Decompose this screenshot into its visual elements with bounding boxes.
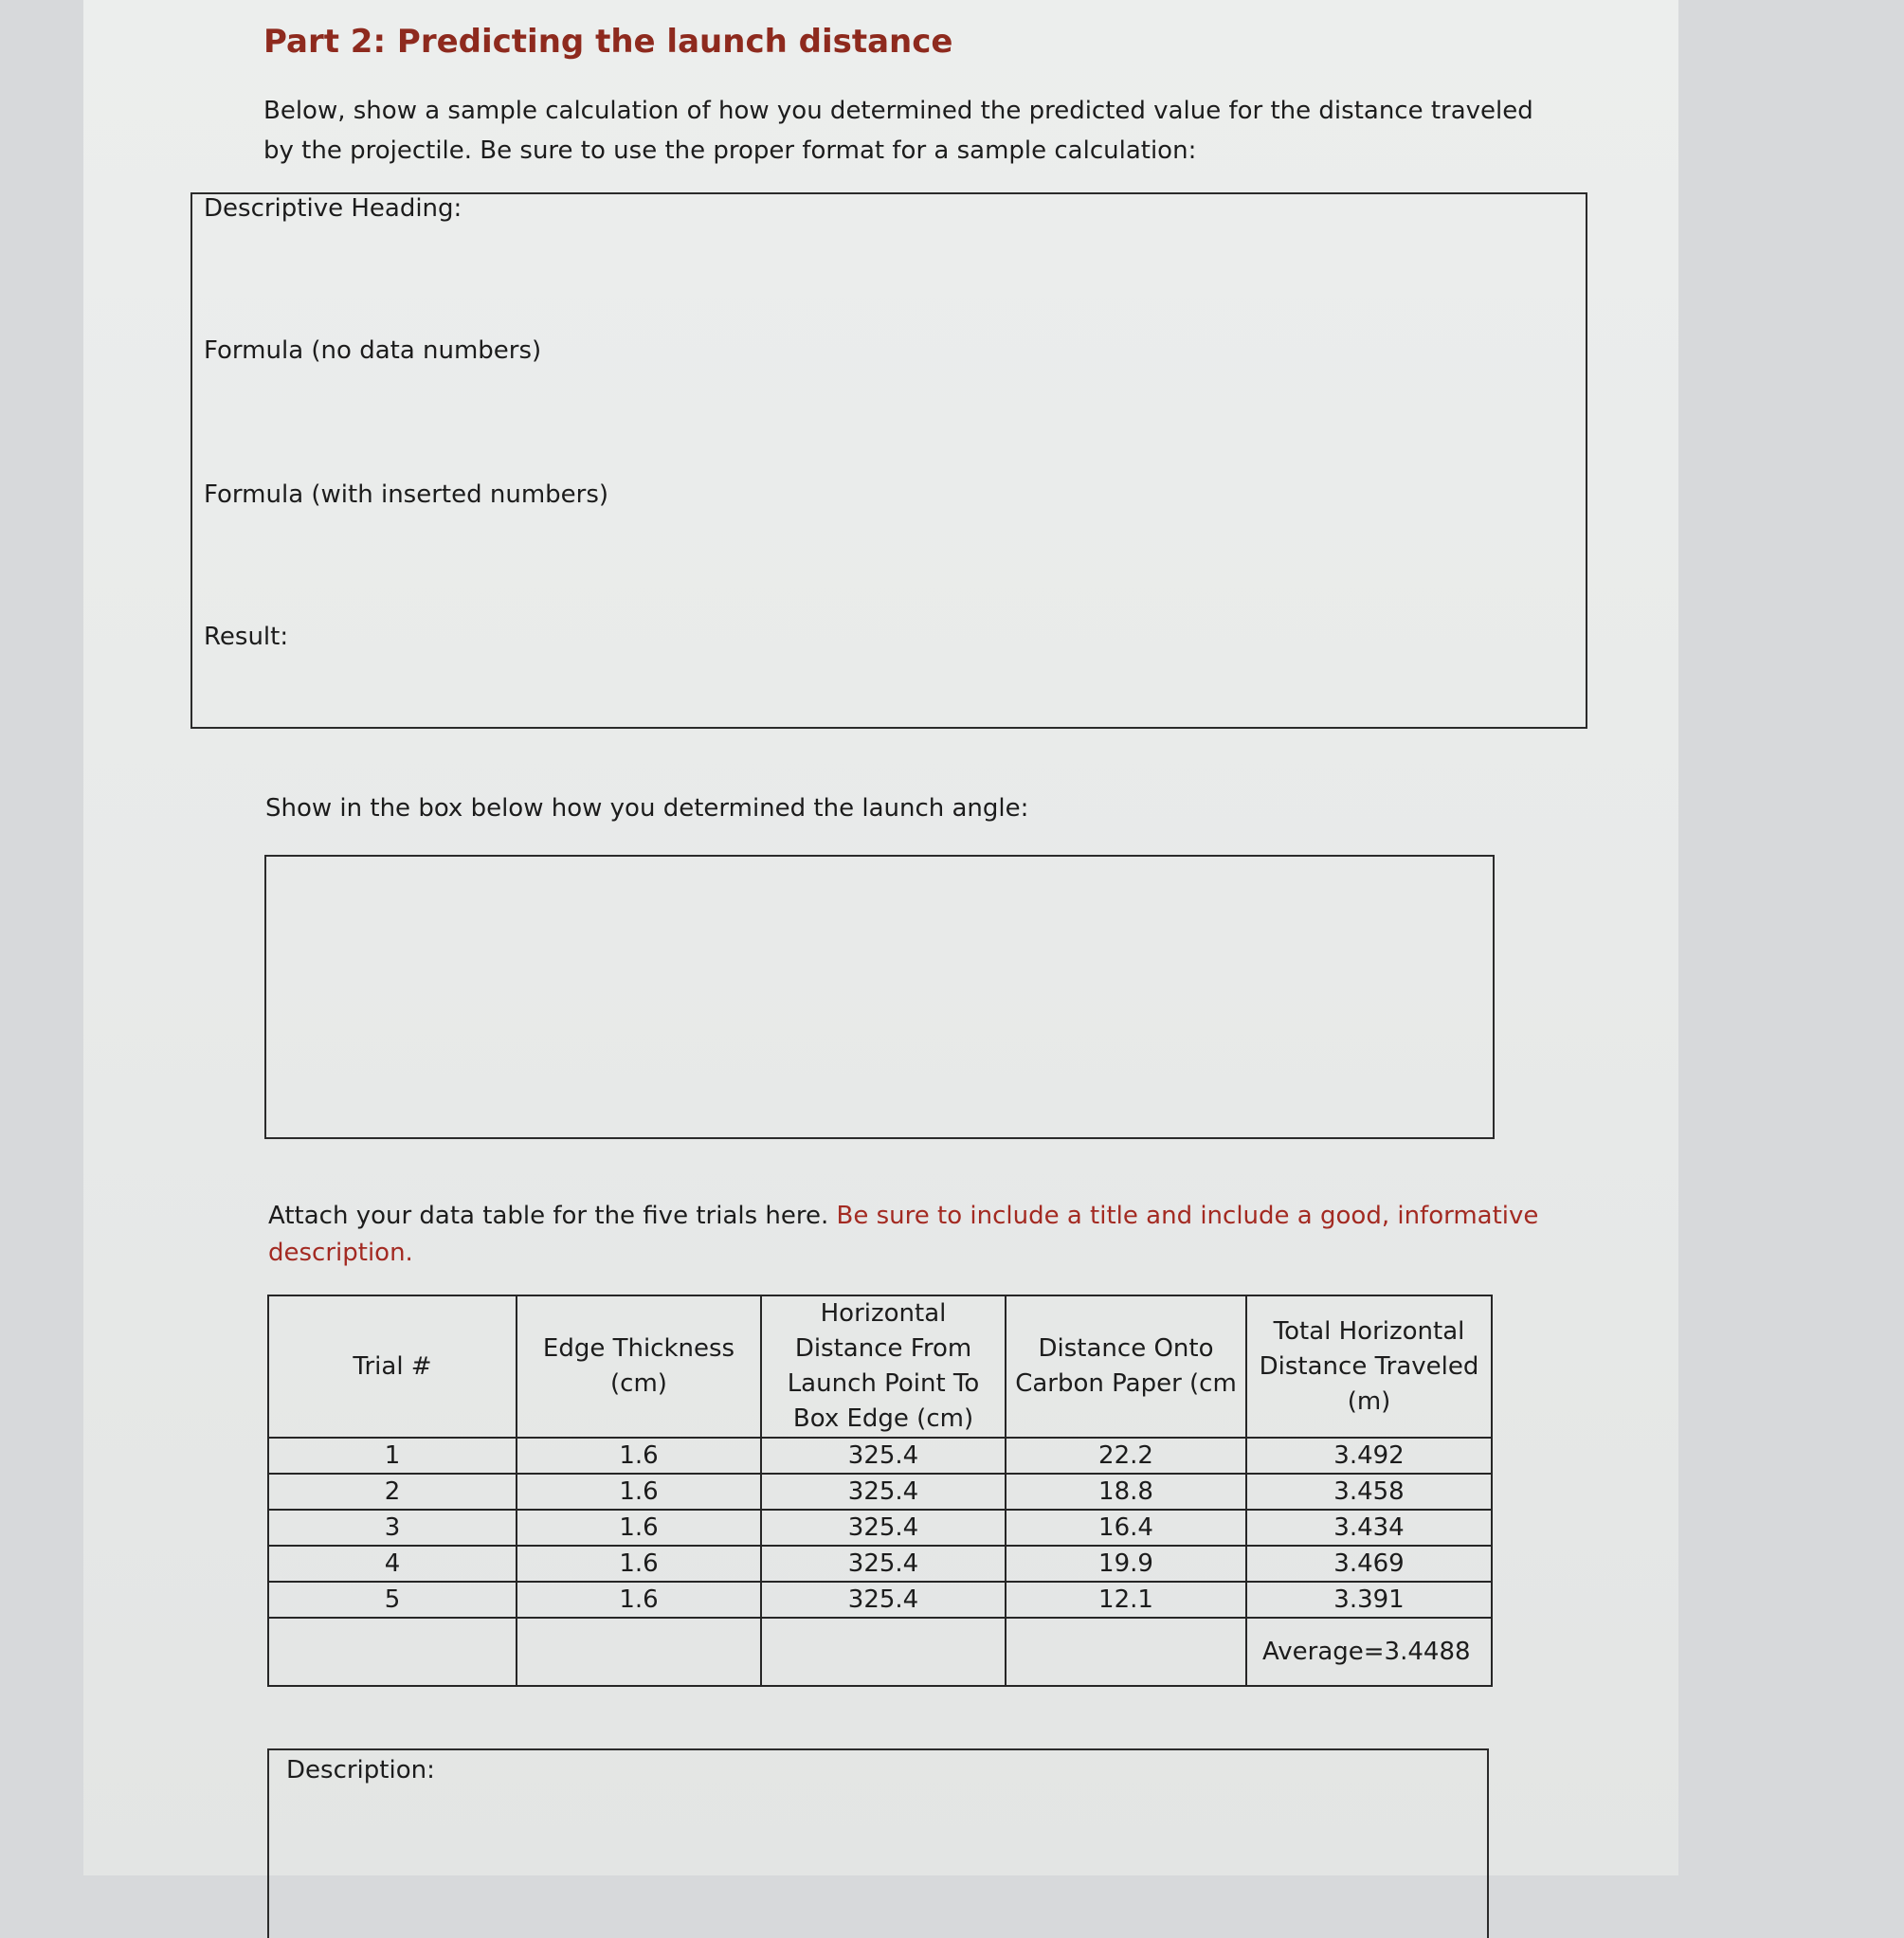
average-value: Average=3.4488 [1246,1618,1492,1686]
data-table [267,1295,1493,1687]
header-horizontal-distance: Horizontal Distance From Launch Point To Box Edge (cm) [761,1295,1006,1438]
launch-angle-box[interactable] [264,855,1495,1139]
header-carbon-paper-distance: Distance Onto Carbon Paper (cm [1006,1295,1246,1438]
empty-cell [517,1618,761,1686]
cell-edge-thickness: 1.6 [517,1582,761,1618]
cell-total-distance: 3.391 [1246,1582,1492,1618]
description-box[interactable] [267,1748,1489,1938]
descriptive-heading-label: Descriptive Heading: [204,194,462,223]
header-total-distance: Total Horizontal Distance Traveled (m) [1246,1295,1492,1438]
intro-line-1: Below, show a sample calculation of how you determined the predicted value for the distance traveled [263,97,1533,125]
cell-trial: 2 [268,1474,517,1510]
intro-line-2: by the projectile. Be sure to use the proper format for a sample calculation: [263,136,1197,165]
formula-no-data-label: Formula (no data numbers) [204,336,542,365]
cell-carbon-paper-distance: 22.2 [1006,1438,1246,1474]
cell-trial: 4 [268,1546,517,1582]
intro-paragraph [263,91,1571,171]
worksheet-page [83,0,1678,1875]
cell-horizontal-distance: 325.4 [761,1582,1006,1618]
empty-cell [268,1618,517,1686]
cell-total-distance: 3.458 [1246,1474,1492,1510]
cell-horizontal-distance: 325.4 [761,1510,1006,1546]
cell-horizontal-distance: 325.4 [761,1438,1006,1474]
launch-angle-prompt: Show in the box below how you determined the launch angle: [265,794,1029,823]
cell-carbon-paper-distance: 16.4 [1006,1510,1246,1546]
cell-total-distance: 3.469 [1246,1546,1492,1582]
description-label: Description: [286,1756,435,1784]
formula-with-numbers-label: Formula (with inserted numbers) [204,480,609,509]
cell-horizontal-distance: 325.4 [761,1546,1006,1582]
table-row [268,1582,1492,1618]
table-row [268,1546,1492,1582]
cell-edge-thickness: 1.6 [517,1474,761,1510]
cell-trial: 1 [268,1438,517,1474]
table-row [268,1474,1492,1510]
result-label: Result: [204,623,289,651]
average-row [268,1618,1492,1686]
cell-total-distance: 3.434 [1246,1510,1492,1546]
cell-trial: 5 [268,1582,517,1618]
empty-cell [1006,1618,1246,1686]
cell-edge-thickness: 1.6 [517,1438,761,1474]
header-edge-thickness: Edge Thickness (cm) [517,1295,761,1438]
cell-total-distance: 3.492 [1246,1438,1492,1474]
attach-instructions [268,1198,1576,1272]
table-row [268,1510,1492,1546]
cell-horizontal-distance: 325.4 [761,1474,1006,1510]
cell-carbon-paper-distance: 18.8 [1006,1474,1246,1510]
page-title: Part 2: Predicting the launch distance [263,23,953,61]
cell-edge-thickness: 1.6 [517,1510,761,1546]
cell-trial: 3 [268,1510,517,1546]
cell-carbon-paper-distance: 19.9 [1006,1546,1246,1582]
attach-requirement-text: Be sure to include a title and include a good, informative description. [268,1202,1539,1267]
cell-edge-thickness: 1.6 [517,1546,761,1582]
table-row [268,1438,1492,1474]
empty-cell [761,1618,1006,1686]
header-trial: Trial # [268,1295,517,1438]
table-header-row [268,1295,1492,1438]
sample-calculation-box[interactable] [190,192,1587,729]
attach-text: Attach your data table for the five trials here. [268,1202,829,1230]
cell-carbon-paper-distance: 12.1 [1006,1582,1246,1618]
